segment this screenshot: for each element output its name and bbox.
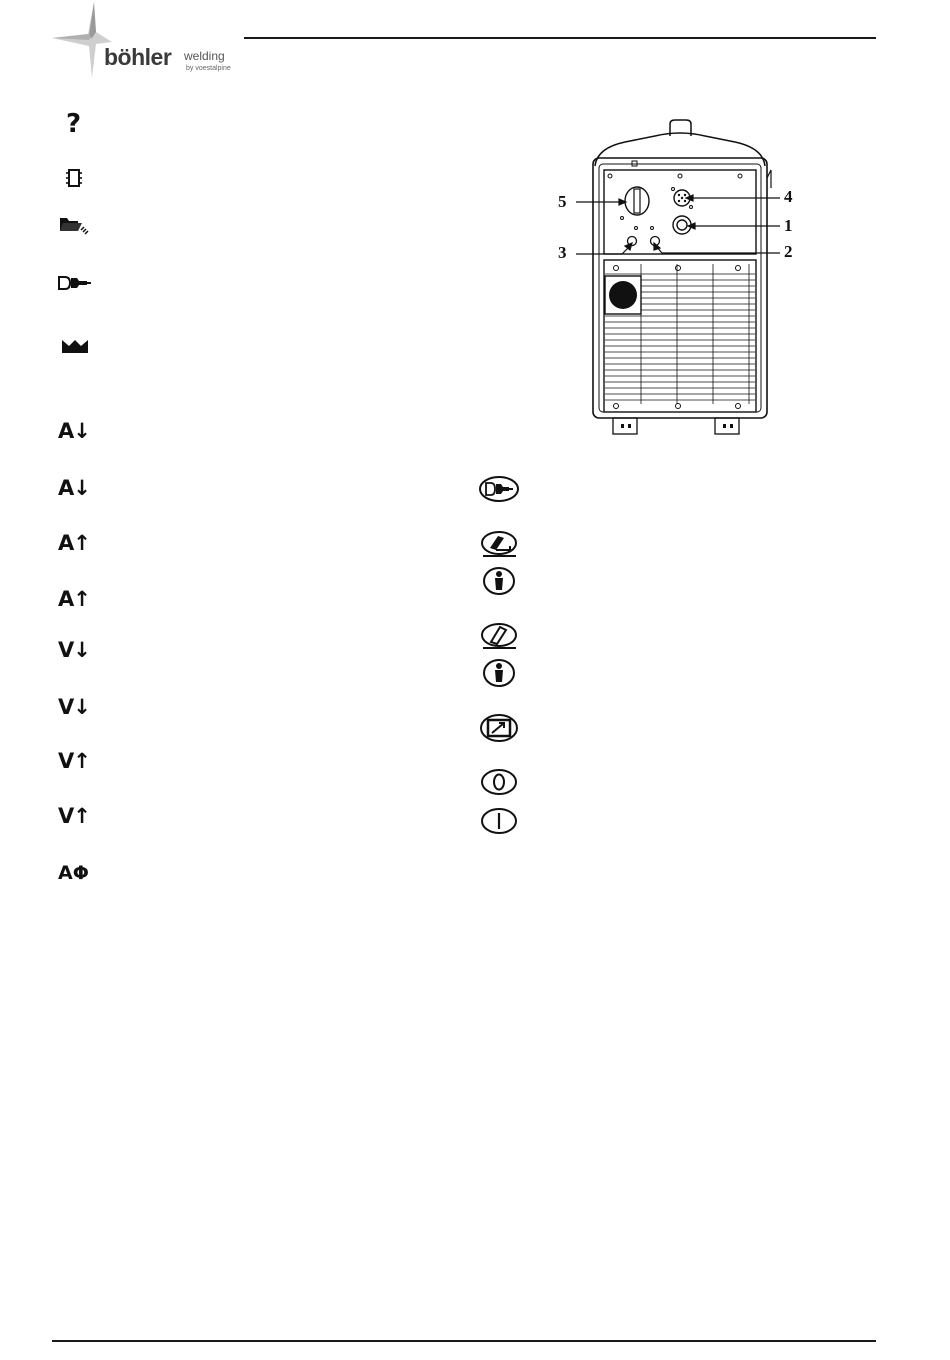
callout-leaders	[0, 0, 950, 460]
remote-control-icon	[479, 713, 519, 743]
tig-torch-icon	[482, 566, 516, 596]
voltage-max-icon: V↑	[58, 749, 90, 773]
callout-4: 4	[784, 187, 793, 206]
switch-off-icon	[480, 768, 518, 796]
brand-tagline: by voestalpine	[186, 65, 231, 72]
callout-5: 5	[558, 192, 567, 211]
callout-3: 3	[558, 243, 567, 262]
current-min-alarm-icon: A↓	[58, 476, 90, 500]
electrode-holder-icon	[480, 622, 518, 650]
mains-connection-icon	[478, 475, 520, 503]
help-icon: ?	[66, 109, 82, 139]
mig-torch-icon	[480, 530, 518, 558]
tig-torch-2-icon	[482, 658, 516, 688]
callout-1: 1	[784, 216, 793, 235]
current-ripple-icon: AΦ	[58, 862, 89, 884]
current-min-icon: A↓	[58, 419, 90, 443]
switch-on-icon	[480, 807, 518, 835]
voltage-min-icon: V↓	[58, 638, 90, 662]
footer-rule	[52, 1340, 876, 1342]
callout-2: 2	[784, 242, 793, 261]
current-max-icon: A↑	[58, 531, 90, 555]
voltage-max-alarm-icon: V↑	[58, 804, 90, 828]
current-max-alarm-icon: A↑	[58, 587, 90, 611]
brand-product: welding	[184, 49, 225, 63]
voltage-min-alarm-icon: V↓	[58, 695, 90, 719]
brand-name: böhler	[104, 44, 172, 70]
